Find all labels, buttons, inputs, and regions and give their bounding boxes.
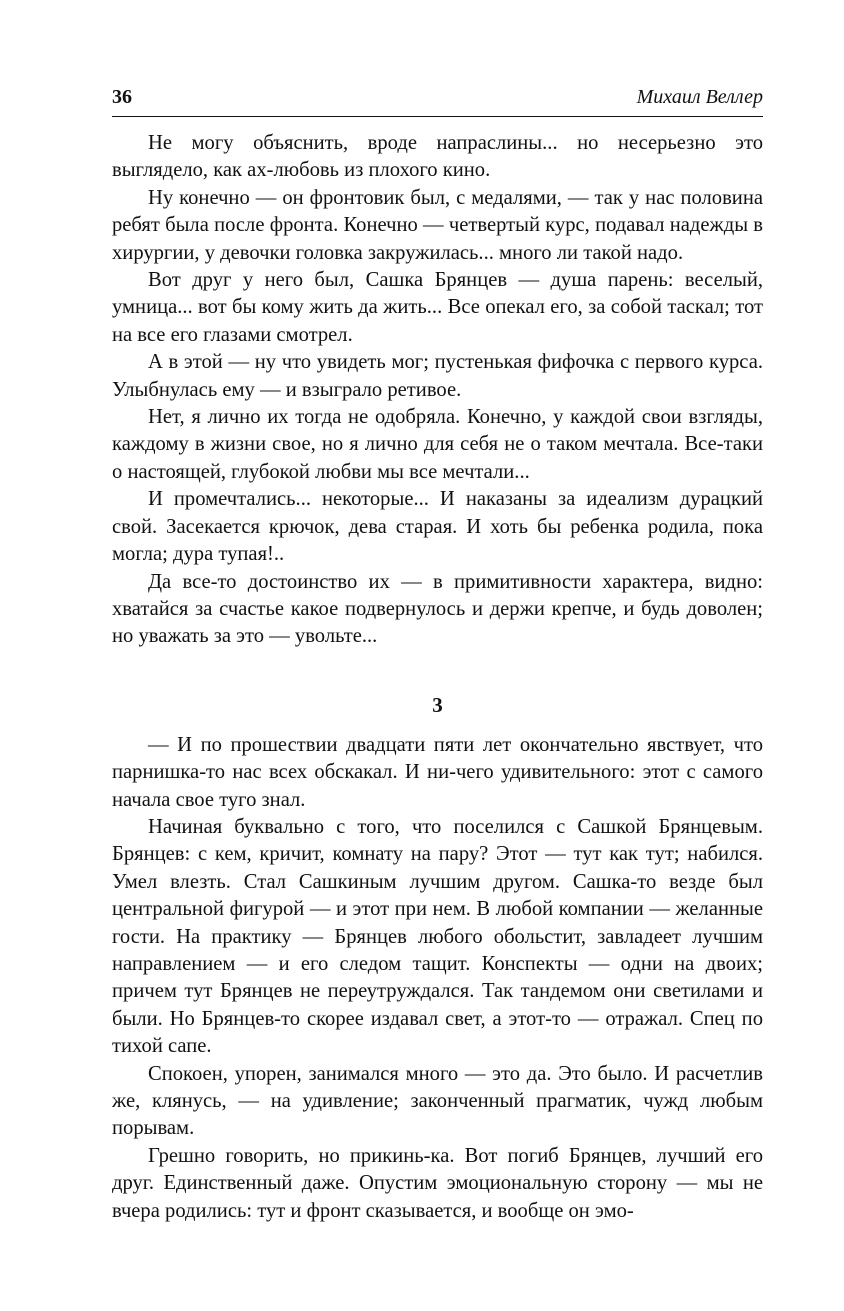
paragraph: Да все-то достоинство их — в примитивности характера, видно: хватайся за счастье какое подвернулось и держи крепче, и будь доволен; но уважать за это — увольте... [112, 570, 763, 648]
chapter-number: 3 [432, 692, 443, 717]
paragraph: Начиная буквально с того, что поселился с Сашкой Брянцевым. Брянцев: с кем, кричит, комнату на пару? Этот — тут как тут; набился. Умел влезть. Стал Сашкиным лучшим другом. Сашка-то везде был центральной фигурой — и этот при нем. В любой компании — желанные гости. На практику — Брянцев любого обольстит, завладеет лучшим направлением — и его следом тащит. Конспекты — одни на двоих; причем тут Брянцев не переутруждался. Так тандемом они светилами и были. Но Брянцев-то скорее издавал свет, а этот-то — отражал. Спец по тихой сапе. [112, 815, 763, 1058]
paragraph: — И по прошествии двадцати пяти лет окончательно явствует, что парнишка-то нас всех обскакал. И ни-чего удивительного: этот с самого начала свое туго знал. [112, 733, 763, 811]
page-number: 36 [112, 86, 132, 108]
paragraph: И промечтались... некоторые... И наказаны за идеализм дурацкий свой. Засекается крючок, дева старая. И хоть бы ребенка родила, пока могла; дура тупая!.. [112, 488, 763, 566]
paragraph: Спокоен, упорен, занимался много — это да. Это было. И расчетлив же, клянусь, — на удивление; законченный прагматик, чужд любым порывам. [112, 1062, 763, 1140]
paragraph: Нет, я лично их тогда не одобряла. Конечно, у каждой свои взгляды, каждому в жизни свое, но я лично для себя не о таком мечтала. Все-таки о настоящей, глубокой любви мы все мечтали... [112, 406, 763, 483]
paragraph: А в этой — ну что увидеть мог; пустенькая фифочка с первого курса. Улыбнулась ему — и взыграло ретивое. [112, 351, 763, 401]
body-text-before [112, 130, 763, 651]
running-head [112, 86, 763, 117]
paragraph: Ну конечно — он фронтовик был, с медалями, — так у нас половина ребят была после фронта. Конечно — четвертый курс, подавал надежды в хирургии, у девочки головка закружилась... много ли такой надо. [112, 186, 763, 264]
body-text-after [112, 732, 763, 1225]
header-author: Михаил Веллер [636, 86, 763, 108]
paragraph: Не могу объяснить, вроде напраслины... но несерьезно это выглядело, как ах-любовь из плохого кино. [112, 132, 763, 182]
paragraph: Грешно говорить, но прикинь-ка. Вот погиб Брянцев, лучший его друг. Единственный даже. Опустим эмоциональную сторону — мы не вчера родились: тут и фронт сказывается, и вообще он эмо- [112, 1144, 763, 1222]
paragraph: Вот друг у него был, Сашка Брянцев — душа парень: веселый, умница... вот бы кому жить да жить... Все опекал его, за собой таскал; тот на все его глазами смотрел. [112, 269, 763, 346]
book-page [112, 86, 763, 1225]
